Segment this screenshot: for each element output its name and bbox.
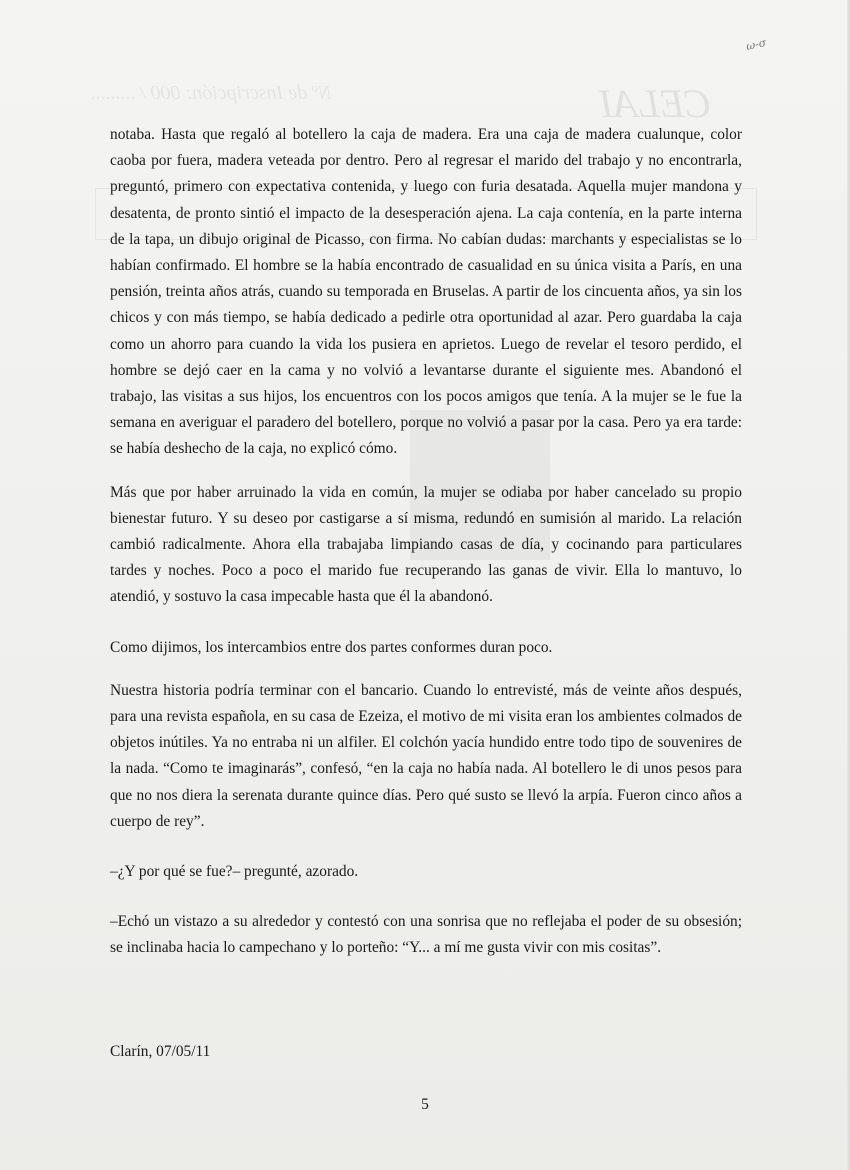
paragraph: Nuestra historia podría terminar con el bancario. Cuando lo entrevisté, más de veinte años después, para una revista española, en su casa de Ezeiza, el motivo de mi visita eran los ambientes colmados de objetos inútiles. Ya no entraba ni un alfiler. El colchón yacía hundido entre todo tipo de souvenires de la nada. “Como te imaginarás”, confesó, “en la caja no había nada. Al botellero le di unos pesos para que no nos diera la serenata durante quince días. Pero qué susto se llevó la arpía. Fueron cinco años a cuerpo de rey”. [110, 681, 742, 830]
bleed-through-registration: Nº de Inscripción: 000 / ......... [90, 82, 332, 104]
paragraph: Más que por haber arruinado la vida en común, la mujer se odiaba por haber cancelado su propio bienestar futuro. Y su deseo por castigarse a sí misma, redundó en sumisión al marido. La relación cambió radicalmente. Ahora ella trabajaba limpiando casas de día, y cocinando para particulares tardes y noches. Poco a poco el marido fue recuperando las ganas de vivir. Ella lo mantuvo, lo atendió, y sostuvo la casa impecable hasta que él la abandonó. [110, 483, 742, 606]
page-number: 5 [421, 1096, 429, 1113]
bleed-through-title: CELAI [600, 81, 712, 126]
paragraph: –Echó un vistazo a su alrededor y contestó con una sonrisa que no reflejaba el poder de su obsesión; se inclinaba hacia lo campechano y lo porteño: “Y... a mí me gusta vivir con mis cositas”. [110, 913, 742, 957]
pencil-mark: ω-σ [744, 36, 768, 53]
paragraph: Como dijimos, los intercambios entre dos partes conformes duran poco. [110, 638, 553, 656]
source-citation: Clarín, 07/05/11 [110, 1043, 211, 1060]
paragraph: –¿Y por qué se fue?– pregunté, azorado. [110, 863, 359, 881]
article-body [110, 122, 742, 962]
paragraph: notaba. Hasta que regaló al botellero la caja de madera. Era una caja de madera cualunque, color caoba por fuera, madera veteada por dentro. Pero al regresar el marido del trabajo y no encontrarla, preguntó, primero con expectativa contenida, y luego con furia desatada. Aquella mujer mandona y desatenta, de pronto sintió el impacto de la desesperación ajena. La caja contenía, en la parte interna de la tapa, un dibujo original de Picasso, con firma. No cabían dudas: marchants y especialistas se lo habían confirmado. El hombre se la había encontrado de casualidad en su única visita a París, en una pensión, treinta años atrás, cuando su temporada en Bruselas. A partir de los cincuenta años, ya sin los chicos y con más tiempo, se había dedicado a pedirle otra oportunidad al azar. Pero guardaba la caja como un ahorro para cuando la vida los pusiera en aprietos. Luego de revelar el tesoro perdido, el hombre se dejó caer en la cama y no volvió a levantarse durante el siguiente mes. Abandonó el trabajo, las visitas a sus hijos, los encuentros con los pocos amigos que tenía. A la mujer se le fue la semana en averiguar el paradero del botellero, porque no volvió a pasar por la casa. Pero ya era tarde: se había deshecho de la caja, no explicó cómo. [110, 126, 742, 458]
